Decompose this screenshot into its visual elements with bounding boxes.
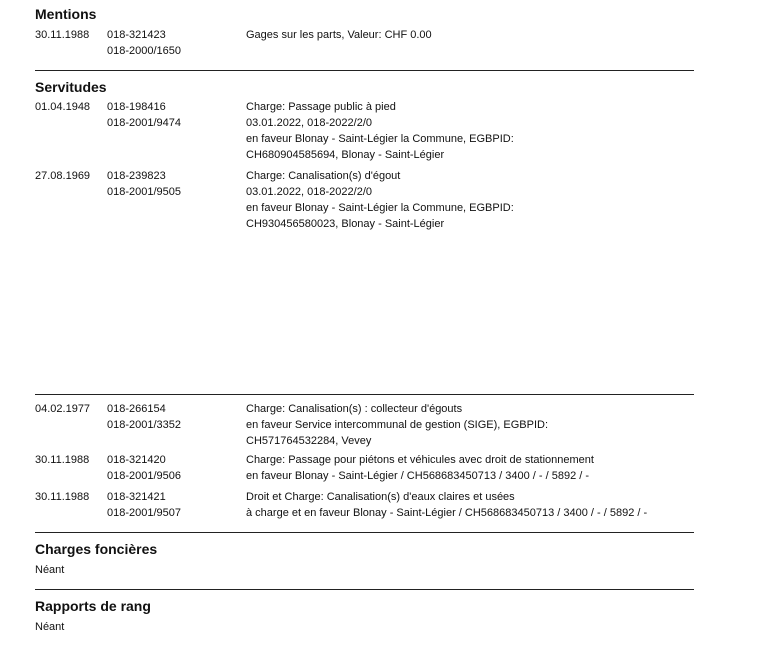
entry-text: en faveur Blonay - Saint-Légier la Commune, EGBPID: [246, 202, 514, 214]
entry-text: à charge et en faveur Blonay - Saint-Légier / CH568683450713 / 3400 / - / 5892 / - [246, 507, 648, 519]
entry-text: Charge: Canalisation(s) : collecteur d'égouts [246, 403, 463, 415]
rapports-de-rang-value: Néant [35, 621, 65, 633]
section-title-servitudes: Servitudes [35, 79, 107, 95]
entry-text: en faveur Service intercommunal de gestion (SIGE), EGBPID: [246, 419, 549, 431]
entry-text: 03.01.2022, 018-2022/2/0 [246, 117, 373, 129]
entry-date: 30.11.1988 [35, 491, 90, 503]
entry-text: CH680904585694, Blonay - Saint-Légier [246, 149, 445, 161]
entry-text: Gages sur les parts, Valeur: CHF 0.00 [246, 29, 432, 41]
entry-text: Droit et Charge: Canalisation(s) d'eaux claires et usées [246, 491, 515, 503]
charges-foncieres-value: Néant [35, 564, 65, 576]
entry-ref: 018-2001/9506 [107, 470, 182, 482]
entry-text: 03.01.2022, 018-2022/2/0 [246, 186, 373, 198]
entry-ref: 018-321420 [107, 454, 166, 466]
divider [35, 394, 694, 395]
section-title-mentions: Mentions [35, 6, 97, 22]
entry-date: 04.02.1977 [35, 403, 91, 415]
section-title-rapports-de-rang: Rapports de rang [35, 598, 151, 614]
entry-text: Charge: Canalisation(s) d'égout [246, 170, 401, 182]
entry-ref: 018-2001/3352 [107, 419, 182, 431]
entry-text: en faveur Blonay - Saint-Légier / CH568683450713 / 3400 / - / 5892 / - [246, 470, 590, 482]
entry-date: 30.11.1988 [35, 29, 90, 41]
entry-date: 27.08.1969 [35, 170, 91, 182]
entry-ref: 018-239823 [107, 170, 166, 182]
divider [35, 70, 694, 71]
section-title-charges-foncieres: Charges foncières [35, 541, 158, 557]
entry-ref: 018-2001/9474 [107, 117, 182, 129]
entry-ref: 018-2000/1650 [107, 45, 182, 57]
entry-text: Charge: Passage pour piétons et véhicules avec droit de stationnement [246, 454, 594, 466]
entry-ref: 018-2001/9507 [107, 507, 182, 519]
entry-ref: 018-321423 [107, 29, 166, 41]
entry-date: 01.04.1948 [35, 101, 91, 113]
entry-text: CH930456580023, Blonay - Saint-Légier [246, 218, 445, 230]
entry-text: CH571764532284, Vevey [246, 435, 372, 447]
entry-ref: 018-2001/9505 [107, 186, 182, 198]
entry-ref: 018-198416 [107, 101, 166, 113]
entry-text: Charge: Passage public à pied [246, 101, 396, 113]
entry-ref: 018-321421 [107, 491, 166, 503]
divider [35, 589, 694, 590]
entry-text: en faveur Blonay - Saint-Légier la Commune, EGBPID: [246, 133, 514, 145]
entry-ref: 018-266154 [107, 403, 166, 415]
entry-date: 30.11.1988 [35, 454, 90, 466]
divider [35, 532, 694, 533]
